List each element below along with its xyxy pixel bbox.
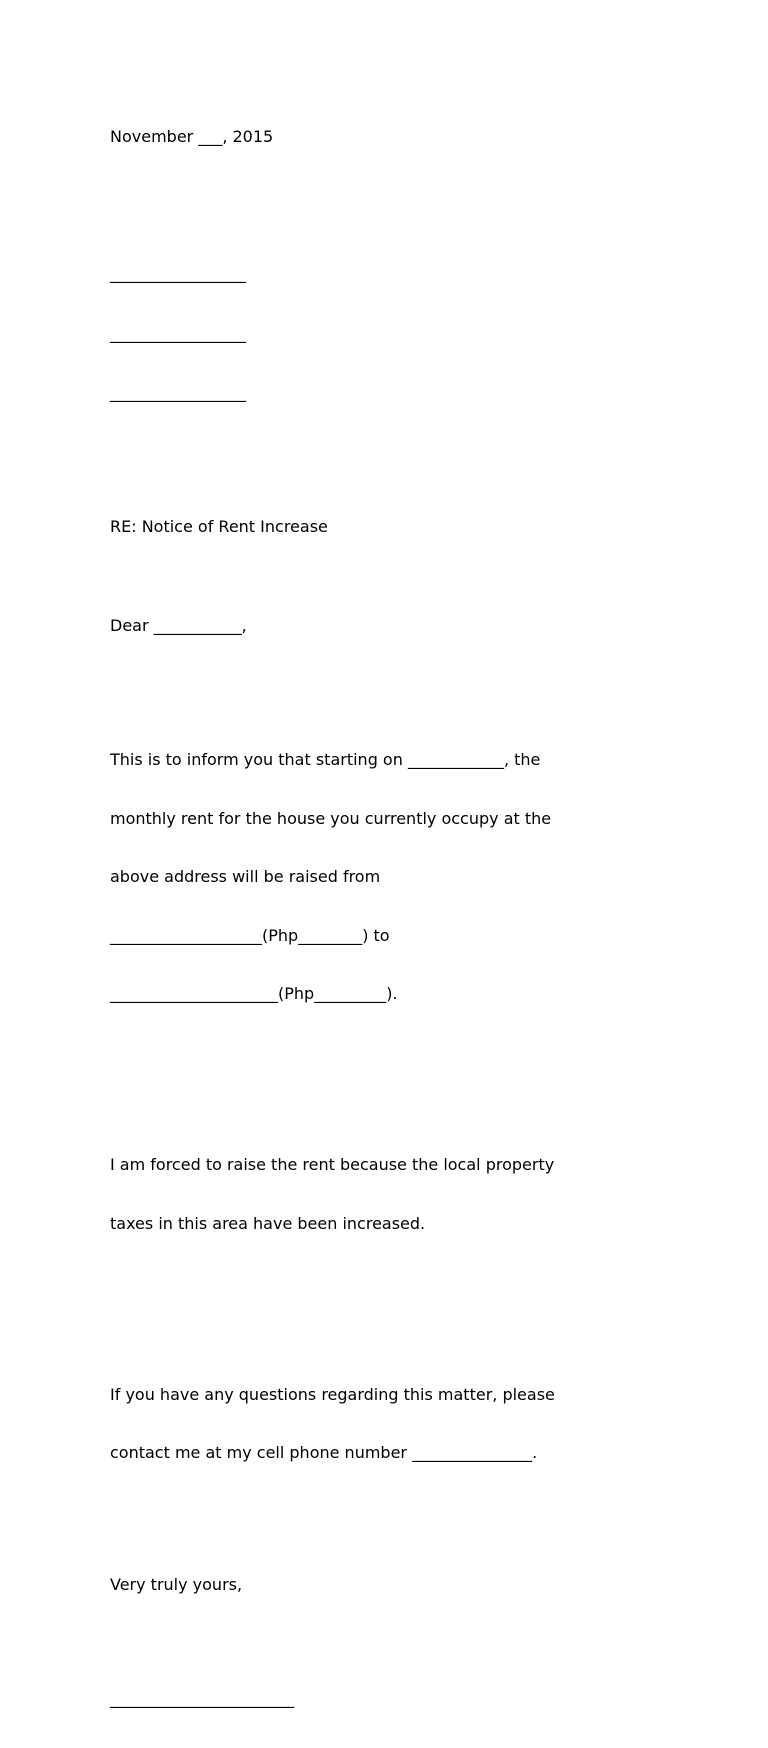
address-line: _________________	[110, 323, 246, 343]
paragraph-line: contact me at my cell phone number _______________.	[110, 1443, 538, 1462]
paragraph-line: _____________________(Php_________).	[110, 984, 398, 1003]
paragraph-line: above address will be raised from	[110, 867, 381, 886]
letter-body	[110, 88, 640, 1748]
signature-line: _______________________	[110, 1689, 294, 1708]
paragraph-line: ___________________(Php________) to	[110, 925, 390, 945]
paragraph-line: monthly rent for the house you currently occupy at the	[110, 808, 552, 828]
paragraph-contact	[110, 1346, 640, 1502]
paragraph-line: I am forced to raise the rent because the local property	[110, 1155, 555, 1174]
recipient-address-block	[110, 225, 640, 443]
paragraph-line: If you have any questions regarding this matter, please	[110, 1384, 555, 1404]
paragraph-line: This is to inform you that starting on ____________, the	[110, 750, 541, 769]
address-line: _________________	[110, 264, 246, 283]
letter-closing: Very truly yours,	[110, 1575, 243, 1594]
paragraph-notice	[110, 711, 640, 1043]
letter-salutation: Dear ___________,	[110, 616, 247, 635]
address-line: _________________	[110, 383, 246, 402]
letter-subject: RE: Notice of Rent Increase	[110, 517, 328, 536]
letter-date: November ___, 2015	[110, 127, 274, 146]
paragraph-line: taxes in this area have been increased.	[110, 1213, 426, 1233]
paragraph-reason	[110, 1116, 640, 1272]
